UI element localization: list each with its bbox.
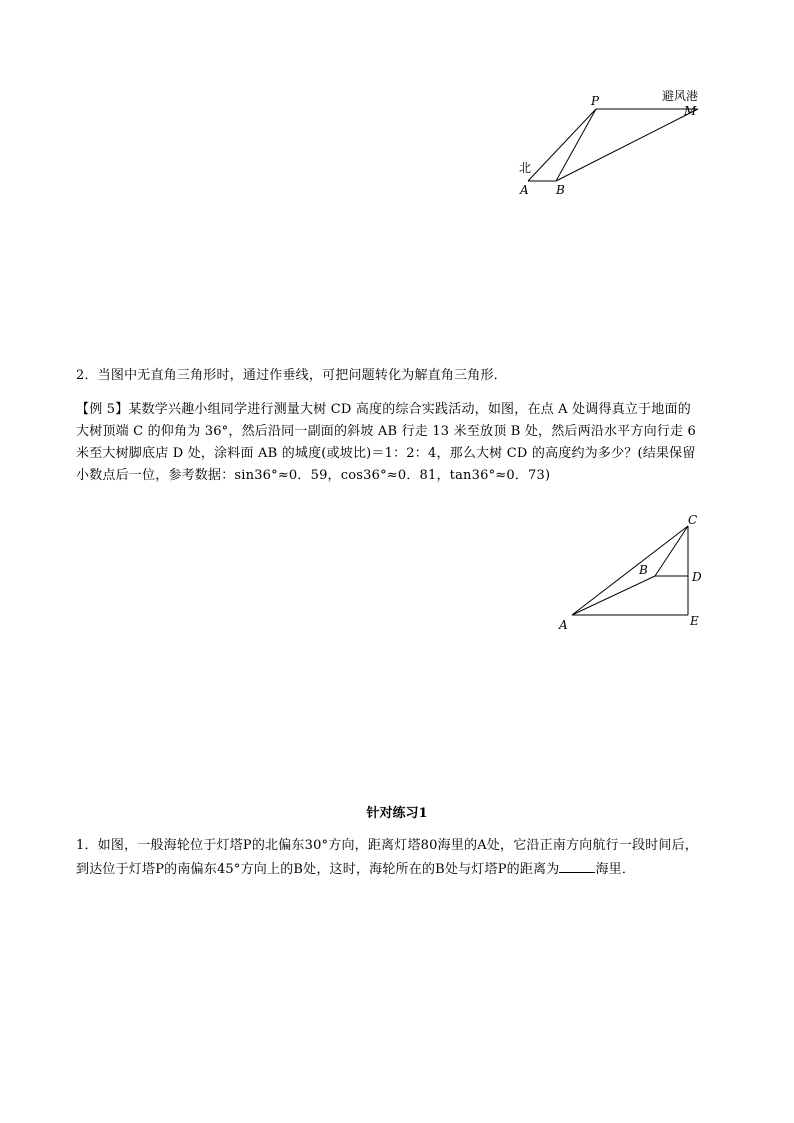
segment-ab — [572, 576, 655, 615]
practice-title: 针对练习1 — [366, 806, 428, 821]
question-1-line-2 — [76, 860, 756, 880]
example-5 — [76, 400, 736, 486]
example-5-line-1-text: 某数学兴趣小组同学进行测量大树 CD 高度的综合实践活动，如图，在点 A 处调得真立于地面的 — [128, 402, 691, 417]
point-2-text: 2．当图中无直角三角形时，通过作垂线，可把问题转化为解直角三角形． — [76, 368, 507, 383]
label-a: A — [520, 183, 529, 197]
label-m: M — [684, 104, 697, 118]
tree-diagram — [555, 510, 715, 635]
label-b: B — [556, 183, 565, 197]
example-5-line-1 — [76, 400, 736, 420]
label-a: A — [559, 618, 568, 632]
label-north: 北 — [519, 161, 532, 175]
segment-bm — [556, 109, 698, 181]
example-5-tag: 【例 5】 — [76, 402, 129, 417]
example-5-line-4: 小数点后一位，参考数据：sin36°≈0．59，cos36°≈0．81，tan36°≈0．73) — [76, 468, 551, 483]
harbor-diagram — [510, 88, 730, 198]
example-5-line-2: 大树顶端 C 的仰角为 36°，然后沿同一副面的斜坡 AB 行走 13 米至放顶 B 处，然后两沿水平方向行走 6 — [76, 424, 697, 439]
question-1-line-1: 1．如图，一般海轮位于灯塔P的北偏东30°方向，距离灯塔80海里的A处，它沿正南方向航行一段时间后， — [76, 838, 698, 853]
answer-blank[interactable] — [559, 860, 595, 873]
question-1-line-2-end: 海里． — [595, 862, 636, 877]
segment-bc — [655, 526, 688, 576]
example-5-line-3: 米至大树脚底店 D 处，涂料面 AB 的城度(或坡比)＝1：2：4，那么大树 CD 的高度约为多少？(结果保留 — [76, 446, 696, 461]
practice-question-1 — [76, 836, 756, 880]
label-d: D — [692, 570, 702, 584]
label-e: E — [690, 614, 699, 628]
label-p: P — [591, 94, 600, 108]
label-harbor: 避风港 — [662, 89, 699, 103]
label-c: C — [688, 513, 698, 527]
question-1-line-2-text: 到达位于灯塔P的南偏东45°方向上的B处，这时，海轮所在的B处与灯塔P的距离为 — [76, 862, 560, 877]
segment-ac — [572, 526, 688, 615]
label-b: B — [639, 563, 648, 577]
